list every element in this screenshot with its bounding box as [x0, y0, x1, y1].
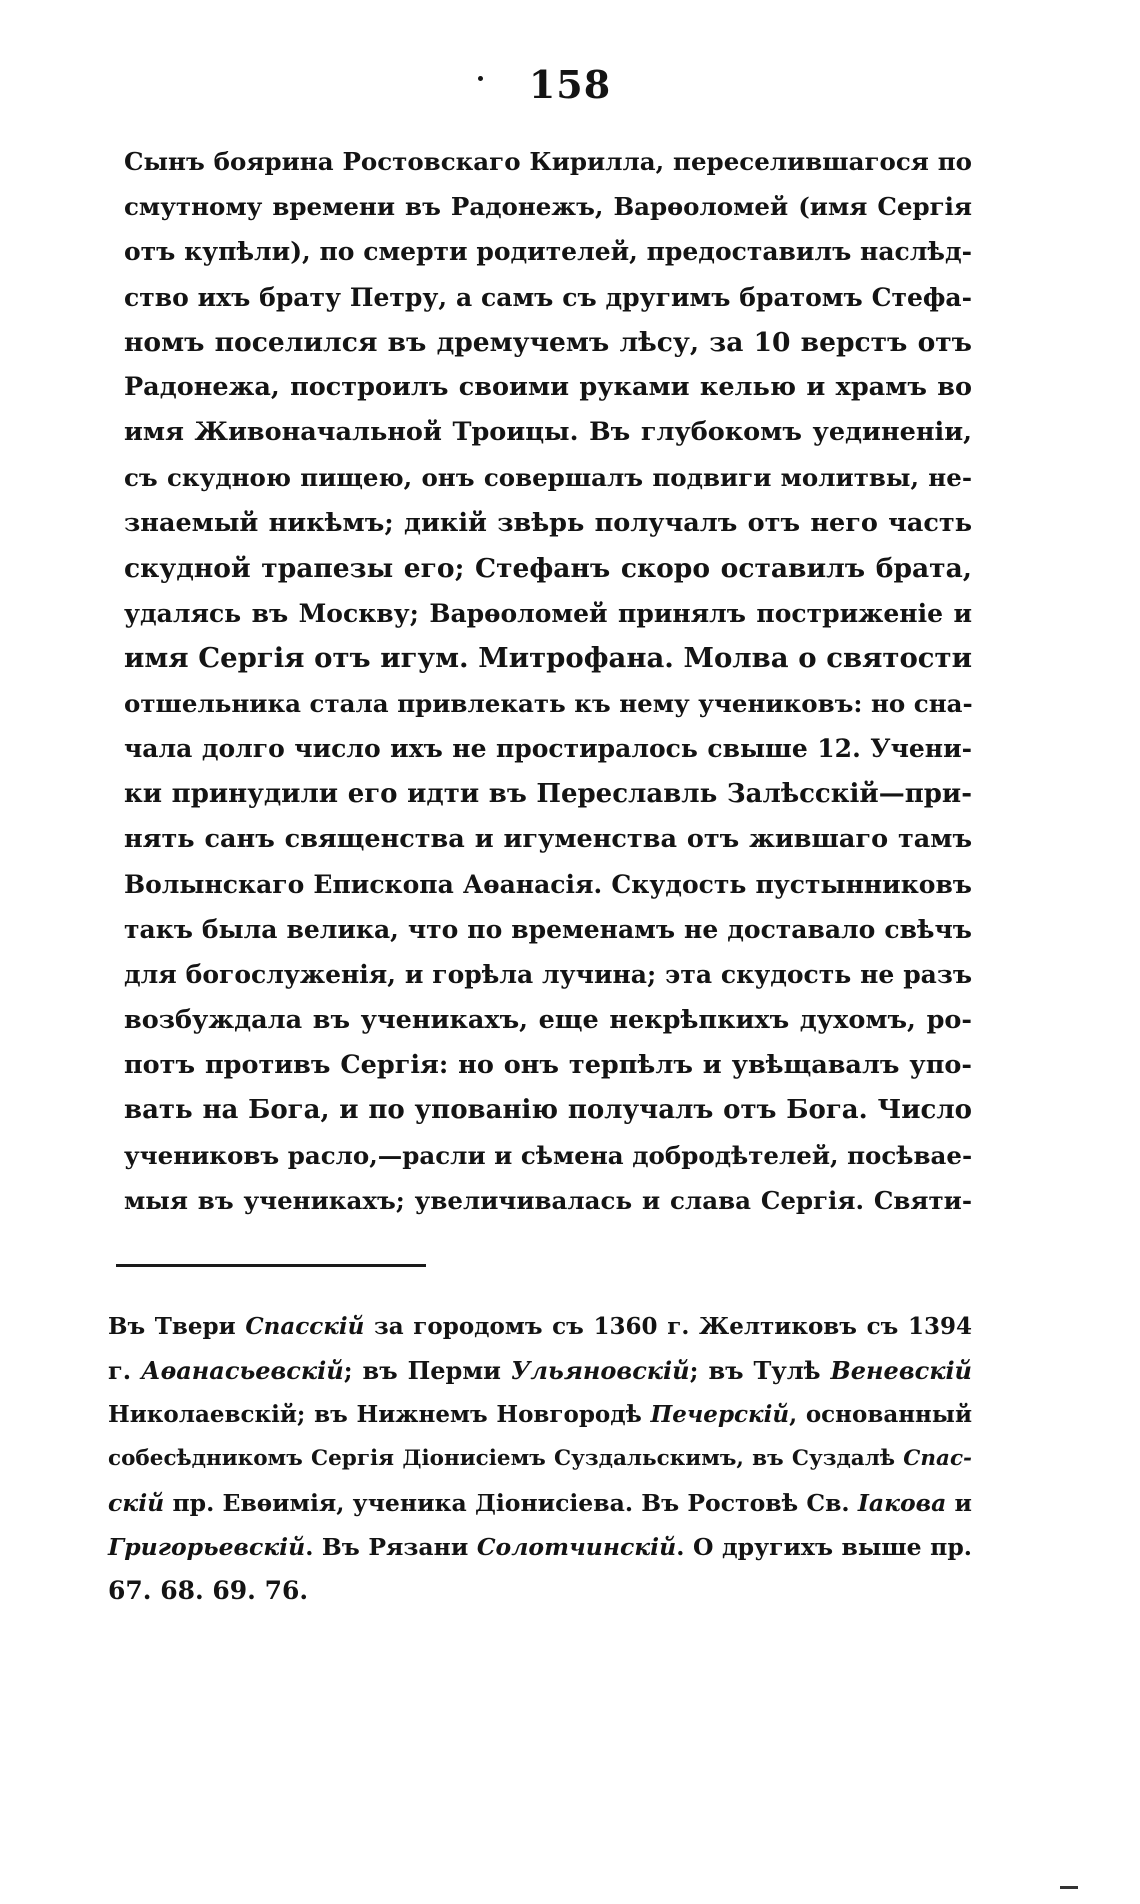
- text-line: съ скудною пищею, онъ совершалъ подвиги молитвы, не-: [124, 463, 972, 493]
- footnote-place-name: Аѳанасьевскій: [141, 1356, 344, 1385]
- footnote-text: Николаевскій; въ Нижнемъ Новгородѣ: [108, 1401, 651, 1428]
- footnote-text: пр. Евѳимія, ученика Діонисіева. Въ Ростовѣ Св.: [164, 1489, 858, 1517]
- text-line: номъ поселился въ дремучемъ лѣсу, за 10 верстъ отъ: [124, 326, 972, 358]
- footnote-text: . Въ Рязани: [305, 1533, 477, 1561]
- footnote-place-name: скій: [108, 1489, 165, 1517]
- text-line: ство ихъ брату Петру, а самъ съ другимъ братомъ Стефа-: [124, 282, 972, 312]
- footnote-text: и: [946, 1489, 972, 1517]
- text-line: смутному времени въ Радонежъ, Варѳоломей (имя Сергія: [124, 192, 972, 222]
- text-line: ки принудили его идти въ Переславль Залѣсскій—при-: [124, 778, 972, 809]
- footnote-text: ; въ Перми: [343, 1356, 511, 1385]
- footnote-place-name: Григорьевскій: [108, 1533, 306, 1561]
- footnote-text: г.: [108, 1356, 142, 1385]
- text-line: учениковъ расло,—расли и сѣмена добродѣтелей, посѣвае-: [124, 1141, 973, 1171]
- text-line: отшельника стала привлекать къ нему учениковъ: но сна-: [124, 689, 973, 719]
- footnote-place-name: Іакова: [857, 1489, 947, 1517]
- footnote-line: [108, 1525, 972, 1569]
- page-number: 158: [528, 62, 612, 107]
- footnote-place-name: Спасскій: [245, 1313, 365, 1340]
- footnote-text: за городомъ съ 1360 г. Желтиковъ съ 1394: [364, 1313, 972, 1340]
- text-line: удалясь въ Москву; Варѳоломей принялъ постриженіе и: [124, 598, 972, 628]
- text-line: Радонежа, построилъ своими руками келью и храмъ во: [124, 371, 972, 402]
- text-line: Сынъ боярина Ростовскаго Кирилла, переселившагося по: [124, 147, 972, 176]
- footnote: [108, 1305, 972, 1613]
- footnote-place-name: Спас-: [903, 1446, 972, 1471]
- footnote-line: [108, 1305, 972, 1349]
- text-line: для богослуженія, и горѣла лучина; эта скудость не разъ: [124, 960, 972, 990]
- text-line: такъ была велика, что по временамъ не доставало свѣчъ: [124, 915, 972, 945]
- footnote-divider: [116, 1264, 426, 1267]
- footnote-references: 67. 68. 69. 76.: [108, 1576, 309, 1605]
- footnote-place-name: Печерскій: [650, 1401, 790, 1428]
- footnote-line: [108, 1569, 972, 1613]
- text-line: отъ купѣли), по смерти родителей, предоставилъ наслѣд-: [124, 237, 972, 267]
- text-line: нять санъ священства и игуменства отъ жившаго тамъ: [124, 823, 972, 854]
- footnote-text: ; въ Тулѣ: [689, 1356, 831, 1385]
- main-text: [124, 139, 972, 1224]
- text-line: мыя въ ученикахъ; увеличивалась и слава Сергія. Святи-: [124, 1186, 972, 1216]
- footnote-text: . О другихъ выше пр.: [676, 1533, 972, 1561]
- text-line: знаемый никѣмъ; дикій звѣрь получалъ отъ него часть: [124, 507, 972, 538]
- footnote-place-name: Веневскій: [830, 1356, 973, 1385]
- footnote-place-name: Солотчинскій: [476, 1533, 677, 1561]
- text-line: чала долго число ихъ не простиралось свыше 12. Учени-: [124, 734, 972, 764]
- footnote-line: [108, 1481, 972, 1525]
- text-line: Волынскаго Епископа Аѳанасія. Скудость пустынниковъ: [124, 870, 972, 899]
- footnote-line: [108, 1437, 972, 1481]
- text-line: потъ противъ Сергія: но онъ терпѣлъ и увѣщавалъ упо-: [124, 1049, 972, 1080]
- text-line: возбуждала въ ученикахъ, еще некрѣпкихъ духомъ, ро-: [124, 1004, 972, 1035]
- footnote-text: собесѣдникомъ Сергія Діонисіемъ Суздальскимъ, въ Суздалѣ: [108, 1446, 904, 1471]
- footnote-text: , основанный: [789, 1401, 973, 1428]
- text-line: имя Сергія отъ игум. Митрофана. Молва о святости: [124, 642, 972, 675]
- text-line: вать на Бога, и по упованію получалъ отъ Бога. Число: [124, 1094, 972, 1125]
- footnote-line: [108, 1349, 972, 1393]
- footnote-text: Въ Твери: [108, 1313, 246, 1340]
- footnote-line: [108, 1393, 972, 1437]
- text-line: имя Живоначальной Троицы. Въ глубокомъ уединеніи,: [124, 417, 972, 448]
- text-line: скудной трапезы его; Стефанъ скоро оставилъ брата,: [124, 552, 972, 584]
- footnote-place-name: Ульяновскій: [510, 1356, 690, 1385]
- scan-mark: [1060, 1886, 1078, 1889]
